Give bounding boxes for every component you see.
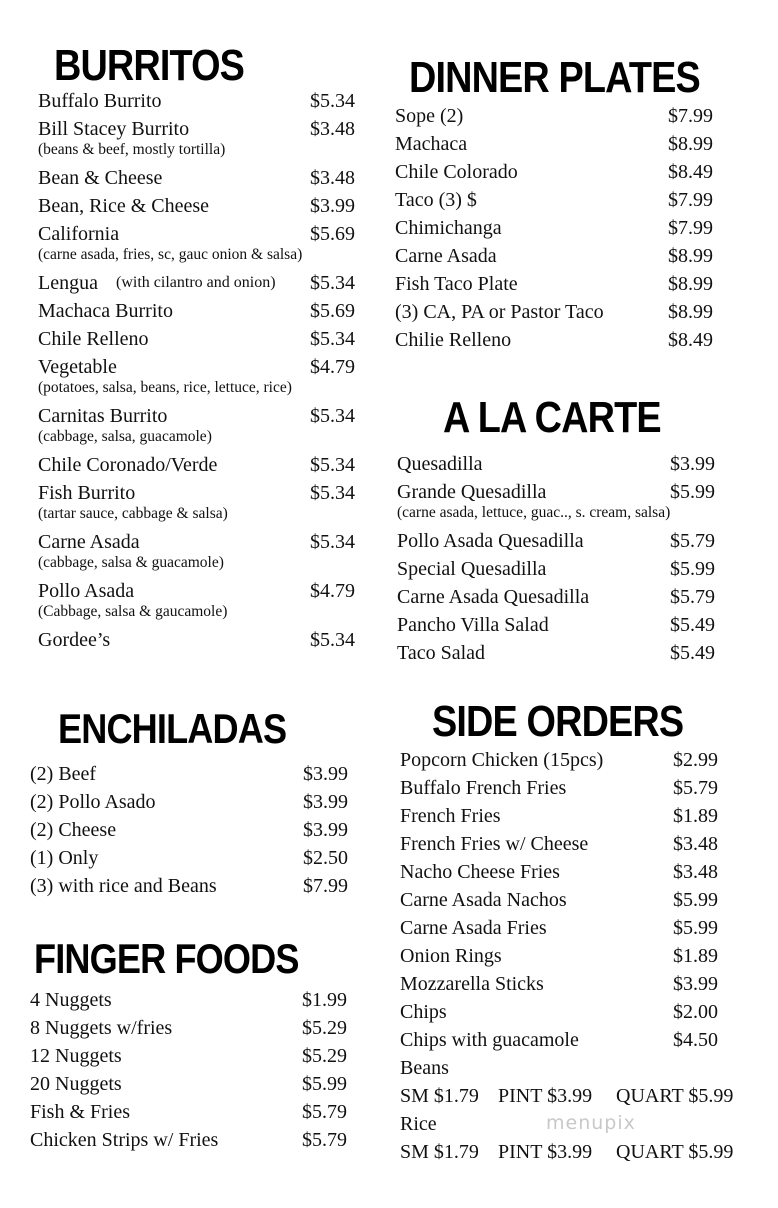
menu-item-description: (potatoes, salsa, beans, rice, lettuce, rice): [38, 379, 292, 396]
menu-item-name: Vegetable: [38, 356, 117, 378]
menu-item-price: $8.99: [668, 245, 713, 267]
menu-item-row: [400, 746, 745, 774]
menu-item-name: Bean & Cheese: [38, 167, 163, 189]
menu-item-price: $5.79: [302, 1129, 347, 1151]
burritos-section: [38, 41, 368, 651]
side-orders-sized-list: [400, 1054, 745, 1166]
menu-item-price: $8.49: [668, 329, 713, 351]
side-orders-heading: SIDE ORDERS: [432, 697, 684, 746]
menu-item-name: (2) Pollo Asado: [30, 791, 156, 813]
menu-item-price: $3.99: [303, 791, 348, 813]
rice-small-price: SM $1.79: [400, 1141, 479, 1163]
burritos-heading: BURRITOS: [54, 41, 245, 90]
menu-item-row: [397, 478, 732, 506]
menu-item-price: $8.99: [668, 133, 713, 155]
menu-item-row: [38, 402, 368, 430]
menu-item-name: Taco (3) $: [395, 189, 477, 211]
menu-item-name: (2) Cheese: [30, 819, 117, 841]
rice-pint-price: PINT $3.99: [498, 1141, 593, 1163]
menu-item-name: Sope (2): [395, 105, 464, 127]
menu-item-row: [38, 626, 368, 654]
menu-item-price: $2.99: [673, 749, 718, 771]
menu-item-price: $5.49: [670, 642, 715, 664]
menu-item-row: [38, 451, 368, 479]
beans-small-price: SM $1.79: [400, 1085, 479, 1107]
menu-item-row: [397, 583, 732, 611]
menu-item-name: Pollo Asada Quesadilla: [397, 530, 584, 552]
menu-item-row: [400, 998, 745, 1026]
menu-item-name: Fish Burrito: [38, 482, 136, 504]
menu-item-row: [38, 164, 368, 192]
menu-item-price: $3.99: [670, 453, 715, 475]
menu-item-row: [395, 158, 730, 186]
menu-item-row: [30, 986, 360, 1014]
menu-item-row: [395, 242, 730, 270]
menu-item-price: $4.79: [310, 356, 355, 378]
menu-item-price: $8.99: [668, 301, 713, 323]
menu-item-name: Carne Asada: [395, 245, 497, 267]
menu-item-price: $5.34: [310, 454, 355, 476]
menu-item-name: 12 Nuggets: [30, 1045, 122, 1067]
beans-pint-price: PINT $3.99: [498, 1085, 593, 1107]
menu-item-name: Buffalo Burrito: [38, 90, 162, 112]
menu-item-row: [30, 872, 360, 900]
dinner-plates-heading: DINNER PLATES: [409, 53, 700, 102]
menu-item-name: Bean, Rice & Cheese: [38, 195, 210, 217]
menu-item-price: $1.99: [302, 989, 347, 1011]
menu-item-row: [395, 270, 730, 298]
menu-item-row: [395, 326, 730, 354]
menu-item-row: [30, 844, 360, 872]
menu-item-name: Buffalo French Fries: [400, 777, 567, 799]
menu-item-row: [397, 639, 732, 667]
enchiladas-section: [30, 705, 360, 897]
menu-item-row: [400, 970, 745, 998]
menu-item-name: Chips: [400, 1001, 447, 1023]
menu-item-price: $1.89: [673, 805, 718, 827]
menu-item-price: $2.50: [303, 847, 348, 869]
menu-item-price: $1.89: [673, 945, 718, 967]
menu-item-name: Chile Relleno: [38, 328, 149, 350]
menu-item-name: Chile Colorado: [395, 161, 518, 183]
menu-item-name: Carnitas Burrito: [38, 405, 168, 427]
menu-item-price: $5.99: [302, 1073, 347, 1095]
menu-item-name: French Fries w/ Cheese: [400, 833, 589, 855]
menu-item-row: [30, 1098, 360, 1126]
menu-item-name: (1) Only: [30, 847, 99, 869]
menu-item-price: $4.50: [673, 1029, 718, 1051]
menu-item-name: 4 Nuggets: [30, 989, 112, 1011]
menu-item-name: Quesadilla: [397, 453, 483, 475]
menu-item-price: $5.34: [310, 328, 355, 350]
menu-item-name: Chimichanga: [395, 217, 502, 239]
menu-item-name: Carne Asada Fries: [400, 917, 547, 939]
menu-item-name: Chilie Relleno: [395, 329, 512, 351]
menu-item-name: Mozzarella Sticks: [400, 973, 544, 995]
menu-item-inline-note: (with cilantro and onion): [116, 274, 276, 291]
menu-item-name: Bill Stacey Burrito: [38, 118, 190, 140]
menu-item-row: [400, 830, 745, 858]
menu-item-row: [400, 942, 745, 970]
menu-item-price: $5.34: [310, 90, 355, 112]
menu-item-name: (2) Beef: [30, 763, 97, 785]
menu-item-description: (cabbage, salsa & guacamole): [38, 554, 224, 571]
menu-item-price: $5.29: [302, 1045, 347, 1067]
menu-item-description: (beans & beef, mostly tortilla): [38, 141, 226, 158]
menu-item-price: $8.99: [668, 273, 713, 295]
menu-item-price: $5.34: [310, 629, 355, 651]
menu-item-name: Grande Quesadilla: [397, 481, 547, 503]
menu-item-price: $3.99: [303, 763, 348, 785]
menu-item-description: (carne asada, fries, sc, gauc onion & salsa): [38, 246, 303, 263]
menu-item-name: Fish Taco Plate: [395, 273, 518, 295]
menu-item-price: $5.99: [670, 558, 715, 580]
menu-item-name: Gordee’s: [38, 629, 111, 651]
menu-item-row: [400, 802, 745, 830]
menu-item-row: [38, 353, 368, 381]
beans-sizes-row: [400, 1082, 745, 1110]
menu-item-row: [397, 450, 732, 478]
menu-item-description: (cabbage, salsa, guacamole): [38, 428, 212, 445]
menu-item-price: $5.79: [673, 777, 718, 799]
menu-item-price: $5.34: [310, 531, 355, 553]
burritos-list: [38, 87, 368, 654]
menu-item-row: [395, 298, 730, 326]
beans-label-row: [400, 1054, 745, 1082]
menu-item-price: $5.79: [670, 586, 715, 608]
menu-item-row: [395, 186, 730, 214]
menu-item-name: Pollo Asada: [38, 580, 135, 602]
menu-item-row: [30, 1070, 360, 1098]
finger-foods-section: [30, 935, 360, 1151]
menu-item-price: $5.49: [670, 614, 715, 636]
menu-item-row: [400, 1026, 745, 1054]
menu-item-name: 8 Nuggets w/fries: [30, 1017, 173, 1039]
menu-item-price: $3.48: [673, 861, 718, 883]
menu-item-price: $5.34: [310, 272, 355, 294]
menu-item-price: $3.48: [673, 833, 718, 855]
menu-item-row: [30, 816, 360, 844]
menu-item-price: $3.99: [673, 973, 718, 995]
menu-item-name: Taco Salad: [397, 642, 486, 664]
menu-item-row: [397, 611, 732, 639]
menu-item-row: [38, 192, 368, 220]
menu-item-price: $5.29: [302, 1017, 347, 1039]
menu-item-price: $3.99: [310, 195, 355, 217]
menu-item-name: Lengua: [38, 272, 98, 294]
menu-item-name: Machaca Burrito: [38, 300, 173, 322]
menu-item-description: (tartar sauce, cabbage & salsa): [38, 505, 228, 522]
menu-item-name: Carne Asada Quesadilla: [397, 586, 590, 608]
menu-item-price: $5.69: [310, 300, 355, 322]
dinner-plates-list: [395, 102, 730, 354]
menu-item-name: 20 Nuggets: [30, 1073, 122, 1095]
menu-item-name: Onion Rings: [400, 945, 502, 967]
rice-sizes-row: [400, 1138, 745, 1166]
rice-quart-price: QUART $5.99: [616, 1141, 734, 1163]
a-la-carte-list: [397, 450, 732, 667]
menu-item-row: [400, 858, 745, 886]
menu-item-row: [395, 214, 730, 242]
finger-foods-heading: FINGER FOODS: [34, 935, 299, 982]
menu-item-row: [38, 479, 368, 507]
menu-item-price: $7.99: [668, 217, 713, 239]
menu-item-price: $3.99: [303, 819, 348, 841]
watermark: menupix: [546, 1112, 636, 1134]
menu-item-row: [400, 914, 745, 942]
menu-item-name: Machaca: [395, 133, 468, 155]
menu-item-name: Popcorn Chicken (15pcs): [400, 749, 604, 771]
menu-item-row: [38, 577, 368, 605]
menu-item-row: [30, 1126, 360, 1154]
menu-item-row: [38, 297, 368, 325]
menu-item-row: [38, 528, 368, 556]
menu-item-price: $5.99: [670, 481, 715, 503]
menu-item-name: (3) with rice and Beans: [30, 875, 217, 897]
beans-label: Beans: [400, 1057, 449, 1079]
menu-item-row: [30, 1042, 360, 1070]
menu-item-name: (3) CA, PA or Pastor Taco: [395, 301, 604, 323]
menu-item-row: [38, 115, 368, 143]
menu-item-name: French Fries: [400, 805, 501, 827]
enchiladas-list: [30, 760, 360, 900]
menu-item-name: Special Quesadilla: [397, 558, 547, 580]
menu-item-row: [400, 886, 745, 914]
menu-item-row: [400, 774, 745, 802]
menu-item-row: [397, 527, 732, 555]
menu-item-name: Carne Asada Nachos: [400, 889, 567, 911]
menu-item-row: [38, 87, 368, 115]
menu-item-name: California: [38, 223, 120, 245]
menu-item-price: $7.99: [303, 875, 348, 897]
a-la-carte-section: [397, 393, 732, 664]
rice-label: Rice: [400, 1113, 437, 1135]
menu-item-row: [38, 220, 368, 248]
menu-item-row: [30, 760, 360, 788]
menu-item-price: $4.79: [310, 580, 355, 602]
menu-item-price: $3.48: [310, 167, 355, 189]
beans-quart-price: QUART $5.99: [616, 1085, 734, 1107]
enchiladas-heading: ENCHILADAS: [58, 705, 287, 752]
menu-item-row: [395, 130, 730, 158]
dinner-plates-section: [395, 53, 730, 351]
menu-item-description: (carne asada, lettuce, guac.., s. cream, salsa): [397, 504, 671, 521]
menu-item-price: $2.00: [673, 1001, 718, 1023]
menu-item-row: [395, 102, 730, 130]
menu-item-price: $5.79: [302, 1101, 347, 1123]
menu-item-name: Fish & Fries: [30, 1101, 131, 1123]
menu-item-price: $3.48: [310, 118, 355, 140]
menu-item-price: $5.69: [310, 223, 355, 245]
menu-item-name: Chips with guacamole: [400, 1029, 579, 1051]
menu-item-row: [397, 555, 732, 583]
finger-foods-list: [30, 986, 360, 1154]
menu-item-row: [38, 269, 368, 297]
menu-item-name: Chicken Strips w/ Fries: [30, 1129, 219, 1151]
side-orders-list: [400, 746, 745, 1054]
menu-item-price: $5.99: [673, 917, 718, 939]
menu-item-price: $5.99: [673, 889, 718, 911]
menu-item-row: [30, 788, 360, 816]
menu-item-price: $7.99: [668, 105, 713, 127]
menu-item-price: $5.34: [310, 405, 355, 427]
menu-item-name: Pancho Villa Salad: [397, 614, 549, 636]
menu-item-name: Nacho Cheese Fries: [400, 861, 560, 883]
menu-item-price: $8.49: [668, 161, 713, 183]
menu-item-row: [30, 1014, 360, 1042]
menu-item-price: $5.79: [670, 530, 715, 552]
menu-item-description: (Cabbage, salsa & gaucamole): [38, 603, 228, 620]
menu-item-name: Carne Asada: [38, 531, 140, 553]
menu-item-price: $7.99: [668, 189, 713, 211]
menu-item-name: Chile Coronado/Verde: [38, 454, 218, 476]
a-la-carte-heading: A LA CARTE: [443, 393, 661, 442]
menu-item-row: [38, 325, 368, 353]
menu-item-price: $5.34: [310, 482, 355, 504]
